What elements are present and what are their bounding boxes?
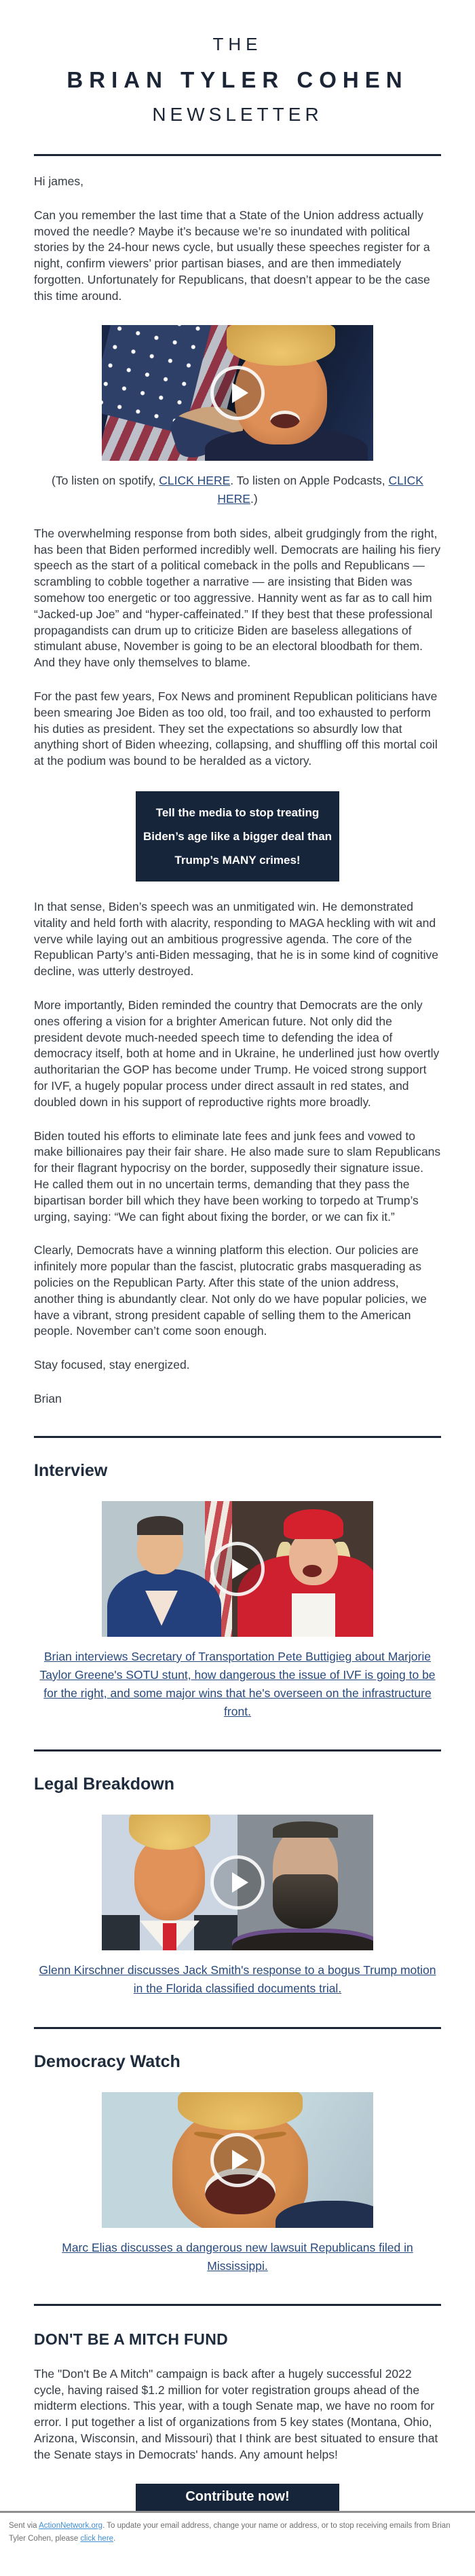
cta-line-1: Tell the media to stop treating [155,806,320,819]
video-thumbnail-trump-pointing[interactable] [102,325,373,461]
hair-graphic [137,1516,183,1535]
democracy-watch-video-link[interactable]: Marc Elias discusses a dangerous new lawsuit Republicans filed in Mississippi. [62,2240,413,2273]
section-heading-legal-breakdown: Legal Breakdown [34,1775,174,1794]
video-thumbnail-buttigieg-interview[interactable] [102,1501,373,1637]
paragraph-unmitigated-win: In that sense, Biden’s speech was an unmitigated win. He demonstrated vitality and held forth with alacrity, responding to MAGA heckling with wit and verve while laying out an ambitious progressive agenda. The core of the Republican Party’s anti-Biden messaging, that he is in some kind of cognitive decline, was utterly destroyed. [34,900,438,979]
contribute-button[interactable]: Contribute now! [136,2484,339,2511]
divider [34,2027,441,2029]
paragraph-fox-news: For the past few years, Fox News and prominent Republican politicians have been smearing Joe Biden as too old, too frail, and too exhausted to perform his duties as president. They set the expectations so absurdly low that anything short of Biden wheezing, collapsing, and shuffling off this mortal coil at the podium was bound to be heralded as a victory. [34,689,438,768]
mouth-graphic [270,411,300,428]
divider [34,154,441,156]
paragraph-winning-platform: Clearly, Democrats have a winning platform this election. Our policies are infinitely more popular than the fascist, plutocratic grabs masquerading as policies on the Republican Party. After this state of the union address, another thing is abundantly clear. Not only do we have popular policies, we have a vibrant, strong president capable of selling them to the American people. November can’t come soon enough. [34,1243,427,1338]
paragraph-junk-fees: Biden touted his efforts to eliminate late fees and junk fees and vowed to make billionaires pay their fair share. He also made sure to slam Republicans for their flagrant hypocrisy on the border, supposedly their signature issue. He called them out in no uncertain terms, demanding that they pass the bipartisan border bill which they have been working to torpedo at Trump’s urging, saying: “We can fight about fixing the border, or we can fix it.” [34,1129,441,1224]
footer-text-prefix: Sent via [9,2521,39,2530]
footer-text-suffix: . [113,2534,116,2543]
beard-graphic [273,1874,338,1929]
play-triangle-icon [232,1872,248,1893]
mouth-graphic [303,1565,322,1577]
masthead-newsletter: NEWSLETTER [152,104,323,125]
spotify-link[interactable]: CLICK HERE [159,473,231,487]
suit-graphic [102,1915,140,1950]
play-triangle-icon [232,2150,248,2170]
video-thumbnail-trump-jack-smith[interactable] [102,1815,373,1950]
hair-graphic [227,325,335,366]
greeting: Hi james, [34,174,83,188]
paragraph-sotu-intro: Can you remember the last time that a State of the Union address actually moved the needle? Maybe it’s because we’re so inundated with political stories by the 24-hour news cycle, but usually these speeches register for a night, confirm viewers’ prior partisan biases, and are then immediately forgotten. Unfortunately for Republicans, that doesn’t appear to be the case this time around. [34,208,430,303]
play-button-icon[interactable] [210,1542,265,1596]
section-heading-democracy-watch: Democracy Watch [34,2051,180,2071]
action-network-link[interactable]: ActionNetwork.org [39,2521,103,2530]
email-footer [0,2511,475,2576]
listen-caption [34,472,441,508]
divider [34,1749,441,1751]
unsubscribe-link[interactable]: click here [80,2534,114,2543]
paragraph-mitch-fund: The "Don't Be A Mitch" campaign is back after a hugely successful 2022 cycle, having raised $1.2 million for voter registration groups ahead of the midterm elections. This year, with a tough Senate map, we have no room for error. I put together a list of organizations from 5 key states (Montana, Ohio, Arizona, Wisconsin, and Missouri) that I think are best situated to ensure that the Senate stays in Democrats' hands. Any amount helps! [34,2366,438,2461]
play-button-icon[interactable] [210,1855,265,1910]
play-triangle-icon [232,383,248,403]
interview-video-link[interactable]: Brian interviews Secretary of Transportation Pete Buttigieg about Marjorie Taylor Greene's SOTU stunt, how dangerous the issue of IVF is going to be for the right, and some major wins that he's overseen on the infrastructure front. [39,1649,436,1719]
paragraph-vision: More importantly, Biden reminded the country that Democrats are the only ones offering a vision for a brighter American future. Not only did the president devote much-needed speech time to defending the idea of democracy itself, both at home and in Ukraine, he underlined just how overtly authoritarian the GOP has become under Trump. He voiced strong support for IVF, a hugely popular process under direct assault in red states, and doubled down in his support of reproductive rights more broadly. [34,998,440,1109]
divider [34,2304,441,2306]
white-shirt-graphic [292,1593,335,1637]
masthead [0,0,475,126]
video-thumbnail-trump-yelling[interactable] [102,2092,373,2228]
listen-caption-middle: . To listen on Apple Podcasts, [230,473,389,487]
section-heading-mitch-fund: DON'T BE A MITCH FUND [34,2330,229,2348]
media-petition-button[interactable] [136,791,339,882]
suit-graphic [194,1915,238,1950]
cta-line-3: Trump’s MANY crimes! [174,854,301,867]
cta-line-2: Biden’s age like a bigger deal than [142,830,332,843]
hair-graphic [129,1815,210,1850]
hair-graphic [273,1821,338,1838]
section-heading-interview: Interview [34,1460,108,1480]
apple-podcasts-link[interactable]: CLICK HERE [217,473,423,506]
play-button-icon[interactable] [210,2133,265,2187]
suit-graphic [232,1929,373,1950]
play-button-icon[interactable] [210,366,265,420]
paragraph-response: The overwhelming response from both sides, albeit grudgingly from the right, has been that Biden performed incredibly well. Democrats are hailing his fiery speech as the start of a political comeback in the polls and Republicans — scrambling to cobble together a narrative — are insisting that Biden was somehow too energetic or too aggressive. Hannity went as far as to call him “Jacked-up Joe” and “hyper-caffeinated.” If they best that these professional propagandists can drum up to criticize Biden are baseless allegations of stimulant abuse, November is going to be an electoral bloodbath for them. And they have only themselves to blame. [34,526,441,670]
play-triangle-icon [232,1559,248,1579]
divider [34,1436,441,1438]
legal-breakdown-video-link[interactable]: Glenn Kirschner discusses Jack Smith's response to a bogus Trump motion in the Florida classified documents trial. [39,1963,436,1996]
red-tie-graphic [163,1923,176,1950]
masthead-the: THE [212,34,263,54]
footer-text-middle: . To update your email address, change your name or address, or to stop receiving emails from Brian Tyler Cohen, please [9,2521,451,2543]
maga-cap-graphic [284,1509,343,1539]
signature: Brian [34,1391,62,1405]
masthead-brand-name: BRIAN TYLER COHEN [66,67,408,92]
signoff-line: Stay focused, stay energized. [34,1358,190,1372]
listen-caption-prefix: (To listen on spotify, [52,473,159,487]
face-graphic [289,1531,338,1585]
listen-caption-suffix: .) [250,491,258,506]
email-body [0,154,475,2511]
